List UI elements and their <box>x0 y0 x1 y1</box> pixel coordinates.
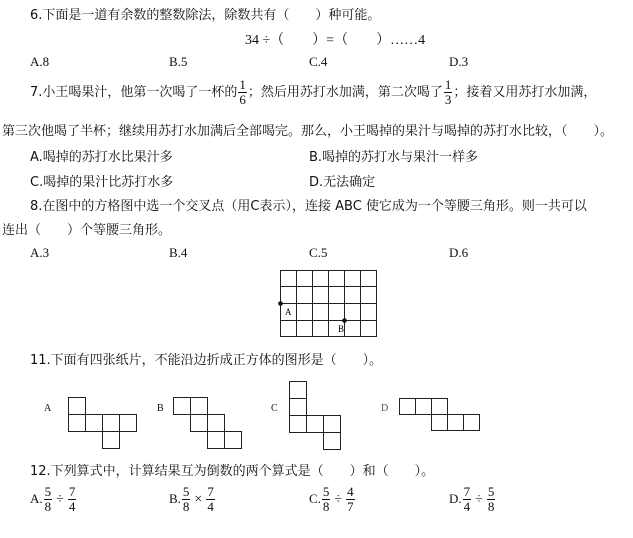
fraction-denominator: 4 <box>207 499 214 514</box>
fraction-numerator: 5 <box>182 484 190 499</box>
q12-option-c <box>309 485 356 514</box>
q6-option-a: A.8 <box>30 54 50 69</box>
q7-line1 <box>30 78 596 107</box>
point-b <box>342 318 347 323</box>
q7-option-d: D.无法确定 <box>309 175 376 190</box>
net-c-figure <box>286 380 346 452</box>
q6-expression: 34 ÷（ ）=（ ）……4 <box>245 33 426 48</box>
q7-fraction-1 <box>238 78 247 107</box>
net-c-label: C <box>271 403 278 414</box>
fraction-numerator: 7 <box>207 484 214 499</box>
fraction-denominator: 8 <box>487 499 495 514</box>
operator: ÷ <box>475 491 483 507</box>
fraction-numerator: 5 <box>322 484 330 499</box>
q7-line1-part-b: ；然后用苏打水加满，第二次喝了 <box>247 85 443 100</box>
fraction-denominator: 8 <box>322 499 330 514</box>
operator: × <box>194 491 203 507</box>
q7-fraction-2 <box>444 78 453 107</box>
fraction-denominator: 8 <box>182 499 190 514</box>
q8-grid-figure <box>278 268 380 340</box>
fraction-denominator: 4 <box>463 499 471 514</box>
q7-option-c: C.喝掉的果汁比苏打水多 <box>30 175 174 190</box>
net-d-figure <box>396 396 482 436</box>
q7-option-b: B.喝掉的苏打水与果汁一样多 <box>309 150 479 165</box>
fraction <box>322 485 331 514</box>
q7-line2: 第三次他喝了半杯；继续用苏打水加满后全部喝完。那么，小王喝掉的果汁与喝掉的苏打水比较，（ ）。 <box>2 124 614 139</box>
fraction-denominator: 3 <box>444 92 452 107</box>
option-label: C. <box>309 491 321 506</box>
point-a <box>278 301 283 306</box>
q7-option-a: A.喝掉的苏打水比果汁多 <box>30 150 173 165</box>
fraction-denominator: 8 <box>44 499 52 514</box>
fraction-numerator: 5 <box>44 484 52 499</box>
q12-option-a <box>30 485 77 514</box>
q12-option-d <box>449 485 496 514</box>
q8-line1: 8.在图中的方格图中选一个交叉点（用C表示），连接 ABC 使它成为一个等腰三角形。则一共可以 <box>30 199 587 214</box>
fraction <box>182 485 191 514</box>
option-label: D. <box>449 491 462 506</box>
fraction <box>463 485 472 514</box>
fraction <box>487 485 496 514</box>
fraction-numerator: 5 <box>487 484 495 499</box>
point-b-label: B <box>338 324 345 334</box>
fraction-numerator: 7 <box>68 484 76 499</box>
fraction-numerator: 1 <box>239 77 246 92</box>
q12-stem: 12.下列算式中，计算结果互为倒数的两个算式是（ ）和（ ）。 <box>30 464 435 479</box>
q7-line1-part-a: 7.小王喝果汁，他第一次喝了一杯的 <box>30 85 238 100</box>
point-a-label: A <box>285 307 292 317</box>
net-b-label: B <box>157 403 164 414</box>
net-b-figure <box>170 396 246 450</box>
q6-option-b: B.5 <box>169 54 188 69</box>
fraction <box>44 485 53 514</box>
fraction-denominator: 6 <box>239 92 246 107</box>
option-label: A. <box>30 491 43 506</box>
fraction <box>206 485 215 514</box>
fraction-denominator: 4 <box>68 499 76 514</box>
q8-option-d: D.6 <box>449 245 469 260</box>
fraction <box>346 485 355 514</box>
operator: ÷ <box>56 491 64 507</box>
q12-option-b <box>169 485 216 514</box>
net-d-label: D <box>381 403 389 414</box>
q7-line1-part-c: ；接着又用苏打水加满， <box>453 85 597 100</box>
q8-option-c: C.5 <box>309 245 328 260</box>
fraction <box>68 485 77 514</box>
q6-option-d: D.3 <box>449 54 469 69</box>
net-a-label: A <box>44 403 52 414</box>
q11-stem: 11.下面有四张纸片，不能沿边折成正方体的图形是（ ）。 <box>30 353 383 368</box>
fraction-denominator: 7 <box>347 499 354 514</box>
fraction-numerator: 7 <box>463 484 471 499</box>
q8-option-a: A.3 <box>30 245 50 260</box>
fraction-numerator: 4 <box>347 484 354 499</box>
q8-option-b: B.4 <box>169 245 188 260</box>
fraction-numerator: 1 <box>444 77 452 92</box>
option-label: B. <box>169 491 181 506</box>
q6-stem: 6.下面是一道有余数的整数除法，除数共有（ ）种可能。 <box>30 8 381 23</box>
operator: ÷ <box>334 491 343 507</box>
q8-line2: 连出（ ）个等腰三角形。 <box>2 223 172 238</box>
net-a-figure <box>66 396 142 450</box>
q6-option-c: C.4 <box>309 54 328 69</box>
